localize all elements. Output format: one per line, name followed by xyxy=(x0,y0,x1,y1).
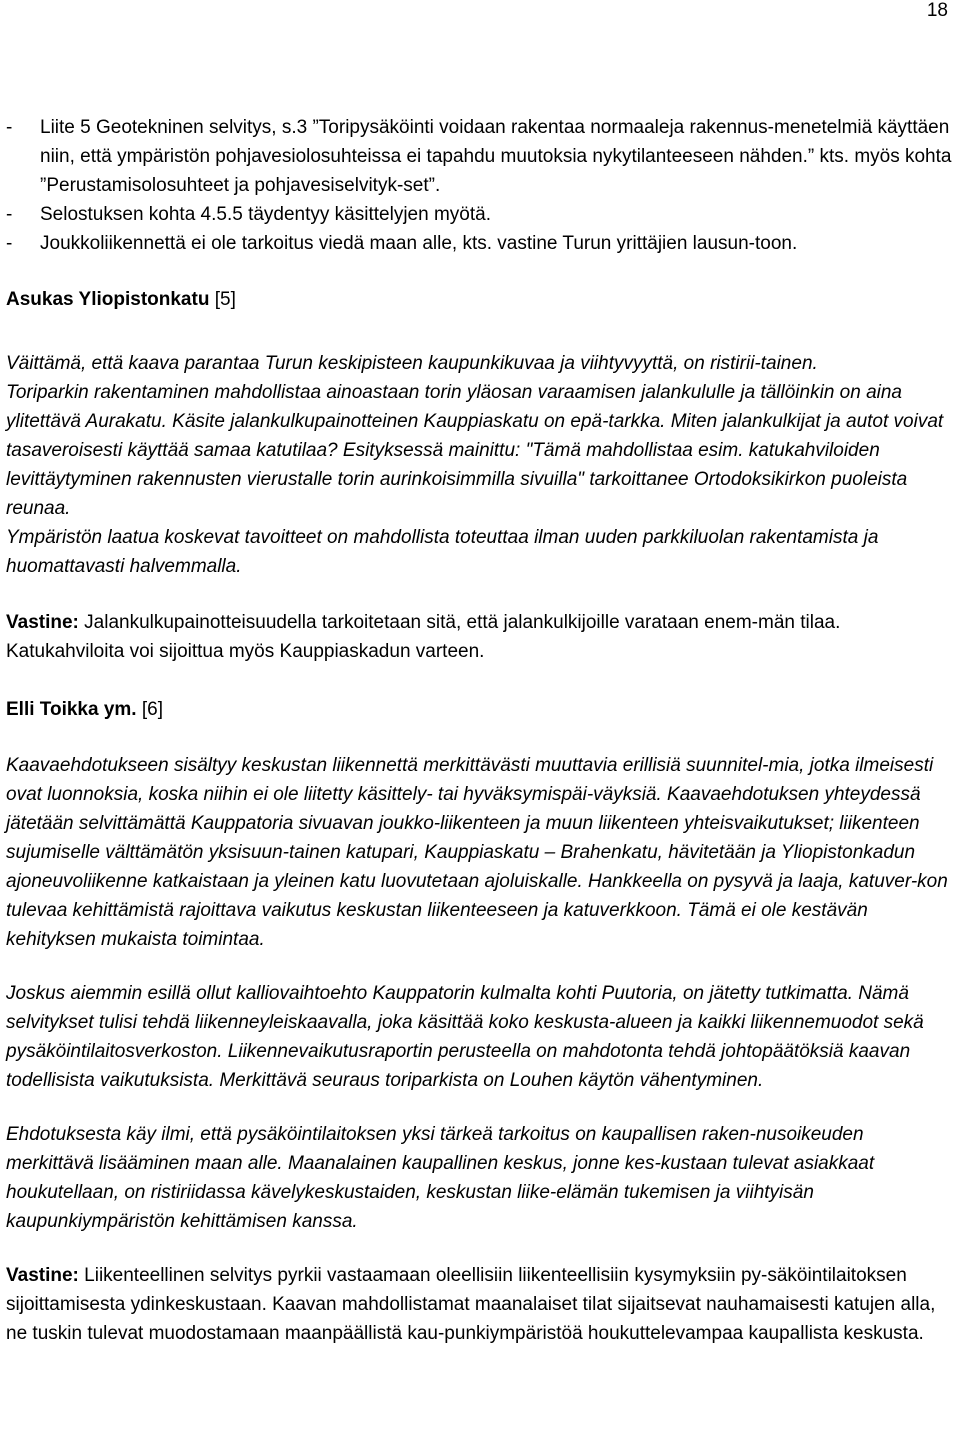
section-heading-asukas xyxy=(6,285,956,314)
comment-paragraph: Kaavaehdotukseen sisältyy keskustan liikennettä merkittävästi muuttavia erillisiä suunnitel-mia, jotka ilmeisesti ovat luonnoksia, koska niihin ei ole liitetty käsittely- tai hyväksymispäi-väyksiä. Kaavaehdotuksen yhteydessä jätetään selvittämättä Kauppatoria sivuavan joukko-liikenteen ja muun liikenteen yhteisvaikutukset; liikenteen sujumiselle välttämätön yksisuun-tainen katupari, Kauppiaskatu – Brahenkatu, hävitetään ja Yliopistonkadun ajoneuvoliikenne katkaistaan ja yleinen katu luovutetaan ajoluiskalle. Hankkeella on pysyvä ja laaja, katuver-kon tulevaa kehittämistä rajoittava vaikutus keskustan liikenteeseen ja katuverkkoon. Tämä ei ole kestävän kehityksen mukaista toimintaa. xyxy=(6,755,948,950)
list-item-text: Liite 5 Geotekninen selvitys, s.3 ”Toripysäköinti voidaan rakentaa normaaleja rakennus-menetelmiä käyttäen niin, että ympäristön pohjavesiolosuhteissa ei tapahdu muutoksia nykytilanteeseen nähden.” kts. myös kohta ”Perustamisolosuhteet ja pohjavesiselvityk-set”. xyxy=(40,117,952,196)
list-item xyxy=(6,200,956,229)
bullet-list xyxy=(6,113,956,258)
reply-paragraph xyxy=(6,1261,956,1348)
reply-label: Vastine: xyxy=(6,612,79,633)
reply-text: Jalankulkupainotteisuudella tarkoitetaan sitä, että jalankulkijoille varataan enem-män tilaa. Katukahviloita voi sijoittua myös Kauppiaskadun varteen. xyxy=(6,612,841,662)
section-heading-toikka xyxy=(6,695,956,724)
comment-paragraph: Ympäristön laatua koskevat tavoitteet on mahdollista toteuttaa ilman uuden parkkiluolan rakentamista ja huomattavasti halvemmalla. xyxy=(6,527,879,577)
reply-label: Vastine: xyxy=(6,1265,79,1286)
comment-paragraph: Toriparkin rakentaminen mahdollistaa ainoastaan torin yläosan varaamisen jalankululle ja tällöinkin on aina ylitettävä Aurakatu. Käsite jalankulkupainotteinen Kauppiaskatu on epä-tarkka. Miten jalankulkijat ja autot voivat tasaveroisesti käyttää samaa katutilaa? Esityksessä mainittu: "Tämä mahdollistaa esim. katukahviloiden levittäytyminen rakennusten vierustalle torin aurinkoisimmilla sivuilla" tarkoittanee Ortodoksikirkon puoleista reunaa. xyxy=(6,382,944,519)
bullet-dash: - xyxy=(6,117,13,138)
list-item-text: Selostuksen kohta 4.5.5 täydentyy käsittelyjen myötä. xyxy=(40,204,491,225)
comment-paragraph: Ehdotuksesta käy ilmi, että pysäköintilaitoksen yksi tärkeä tarkoitus on kaupallisen raken-nusoikeuden merkittävä lisääminen maan alle. Maanalainen kaupallinen keskus, jonne kes-kustaan tulevat asiakkaat houkutellaan, on ristiriidassa kävelykeskustaiden, keskustan liike-elämän tukemisen ja viihtyisän kaupunkiympäristön kehittämisen kanssa. xyxy=(6,1124,875,1232)
list-item-text: Joukkoliikennettä ei ole tarkoitus viedä maan alle, kts. vastine Turun yrittäjien lausun-toon. xyxy=(40,233,798,254)
list-item xyxy=(6,229,956,258)
comment-paragraph: Joskus aiemmin esillä ollut kalliovaihtoehto Kauppatorin kulmalta kohti Puutoria, on jätetty tutkimatta. Nämä selvitykset tulisi tehdä liikenneyleiskaavalla, joka käsittää koko keskusta-alueen ja kaikki liikennemuodot sekä pysäköintilaitosverkoston. Liikennevaikutusraportin perusteella on mahdotonta tehdä johtopäätöksiä kaavan todellisista vaikutuksista. Merkittävä seuraus toriparkista on Louhen käytön vähentyminen. xyxy=(6,983,924,1091)
bullet-dash: - xyxy=(6,204,13,225)
page-number: 18 xyxy=(926,0,948,21)
commenter-name: Elli Toikka ym. xyxy=(6,699,137,720)
reference-number: [5] xyxy=(214,289,236,310)
bullet-dash: - xyxy=(6,233,13,254)
reply-text: Liikenteellinen selvitys pyrkii vastaamaan oleellisiin liikenteellisiin kysymyksiin py-säköintilaitoksen sijoittamisesta ydinkeskustaan. Kaavan mahdollistamat maanalaiset tilat sijaitsevat nauhamaisesti katujen alla, ne tuskin tulevat muodostamaan maanpäällistä kau-punkiympäristöä houkuttelevampaa kaupallista keskusta. xyxy=(6,1265,936,1344)
commenter-name: Asukas Yliopistonkatu xyxy=(6,289,210,310)
list-item xyxy=(6,113,956,200)
reply-paragraph xyxy=(6,608,956,666)
reference-number: [6] xyxy=(141,699,163,720)
document-body xyxy=(6,113,956,1348)
comment-paragraph: Väittämä, että kaava parantaa Turun keskipisteen kaupunkikuvaa ja viihtyvyyttä, on ristirii-tainen. xyxy=(6,353,818,374)
